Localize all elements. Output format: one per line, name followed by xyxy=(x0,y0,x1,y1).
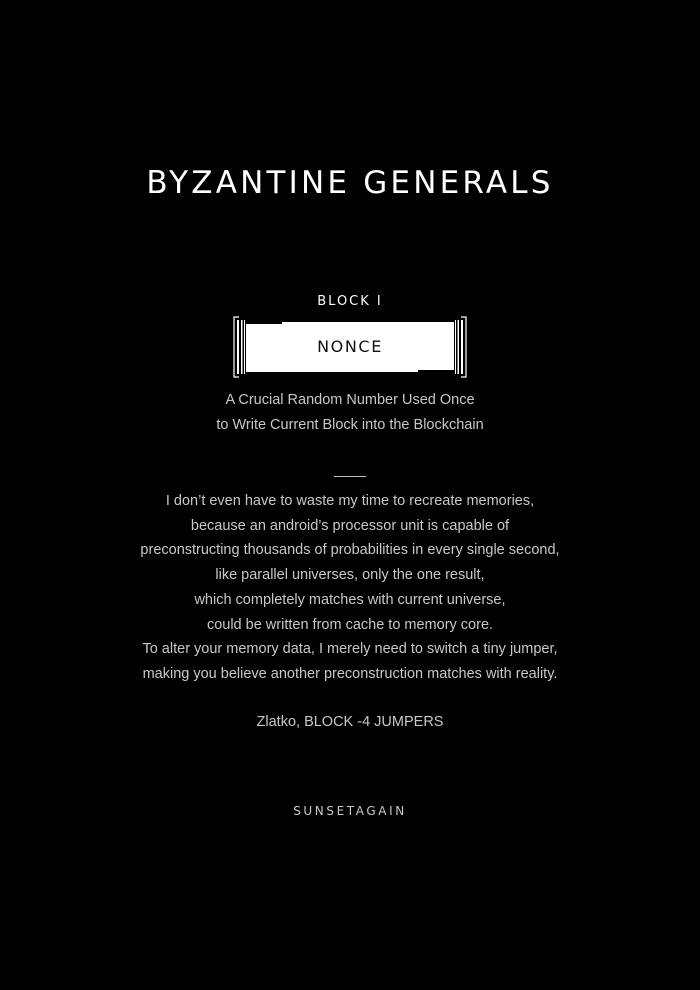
term-label: NONCE xyxy=(317,337,383,356)
quote-line: making you believe another preconstruction matches with reality. xyxy=(142,665,558,682)
quote-line: To alter your memory data, I merely need to switch a tiny jumper, xyxy=(142,641,558,658)
quote-line: preconstructing thousands of probabilities in every single second, xyxy=(140,542,560,559)
definition-line: A Crucial Random Number Used Once xyxy=(225,392,475,408)
quote-line: like parallel universes, only the one result, xyxy=(215,567,485,584)
footer-brand: SUNSETAGAIN xyxy=(293,804,407,818)
quote-line: could be written from cache to memory core. xyxy=(206,616,494,633)
term-definition xyxy=(0,388,700,438)
page-title: BYZANTINE GENERALS xyxy=(146,165,554,201)
quote-line: because an android’s processor unit is capable of xyxy=(190,517,510,534)
quote-line: which completely matches with current universe, xyxy=(194,591,506,608)
divider xyxy=(334,476,366,477)
block-label: BLOCK I xyxy=(317,294,383,309)
quote-line: I don’t even have to waste my time to recreate memories, xyxy=(165,493,535,509)
definition-line: to Write Current Block into the Blockchain xyxy=(216,417,484,433)
quote xyxy=(0,489,700,687)
quote-attribution: Zlatko, BLOCK -4 JUMPERS xyxy=(256,714,444,730)
